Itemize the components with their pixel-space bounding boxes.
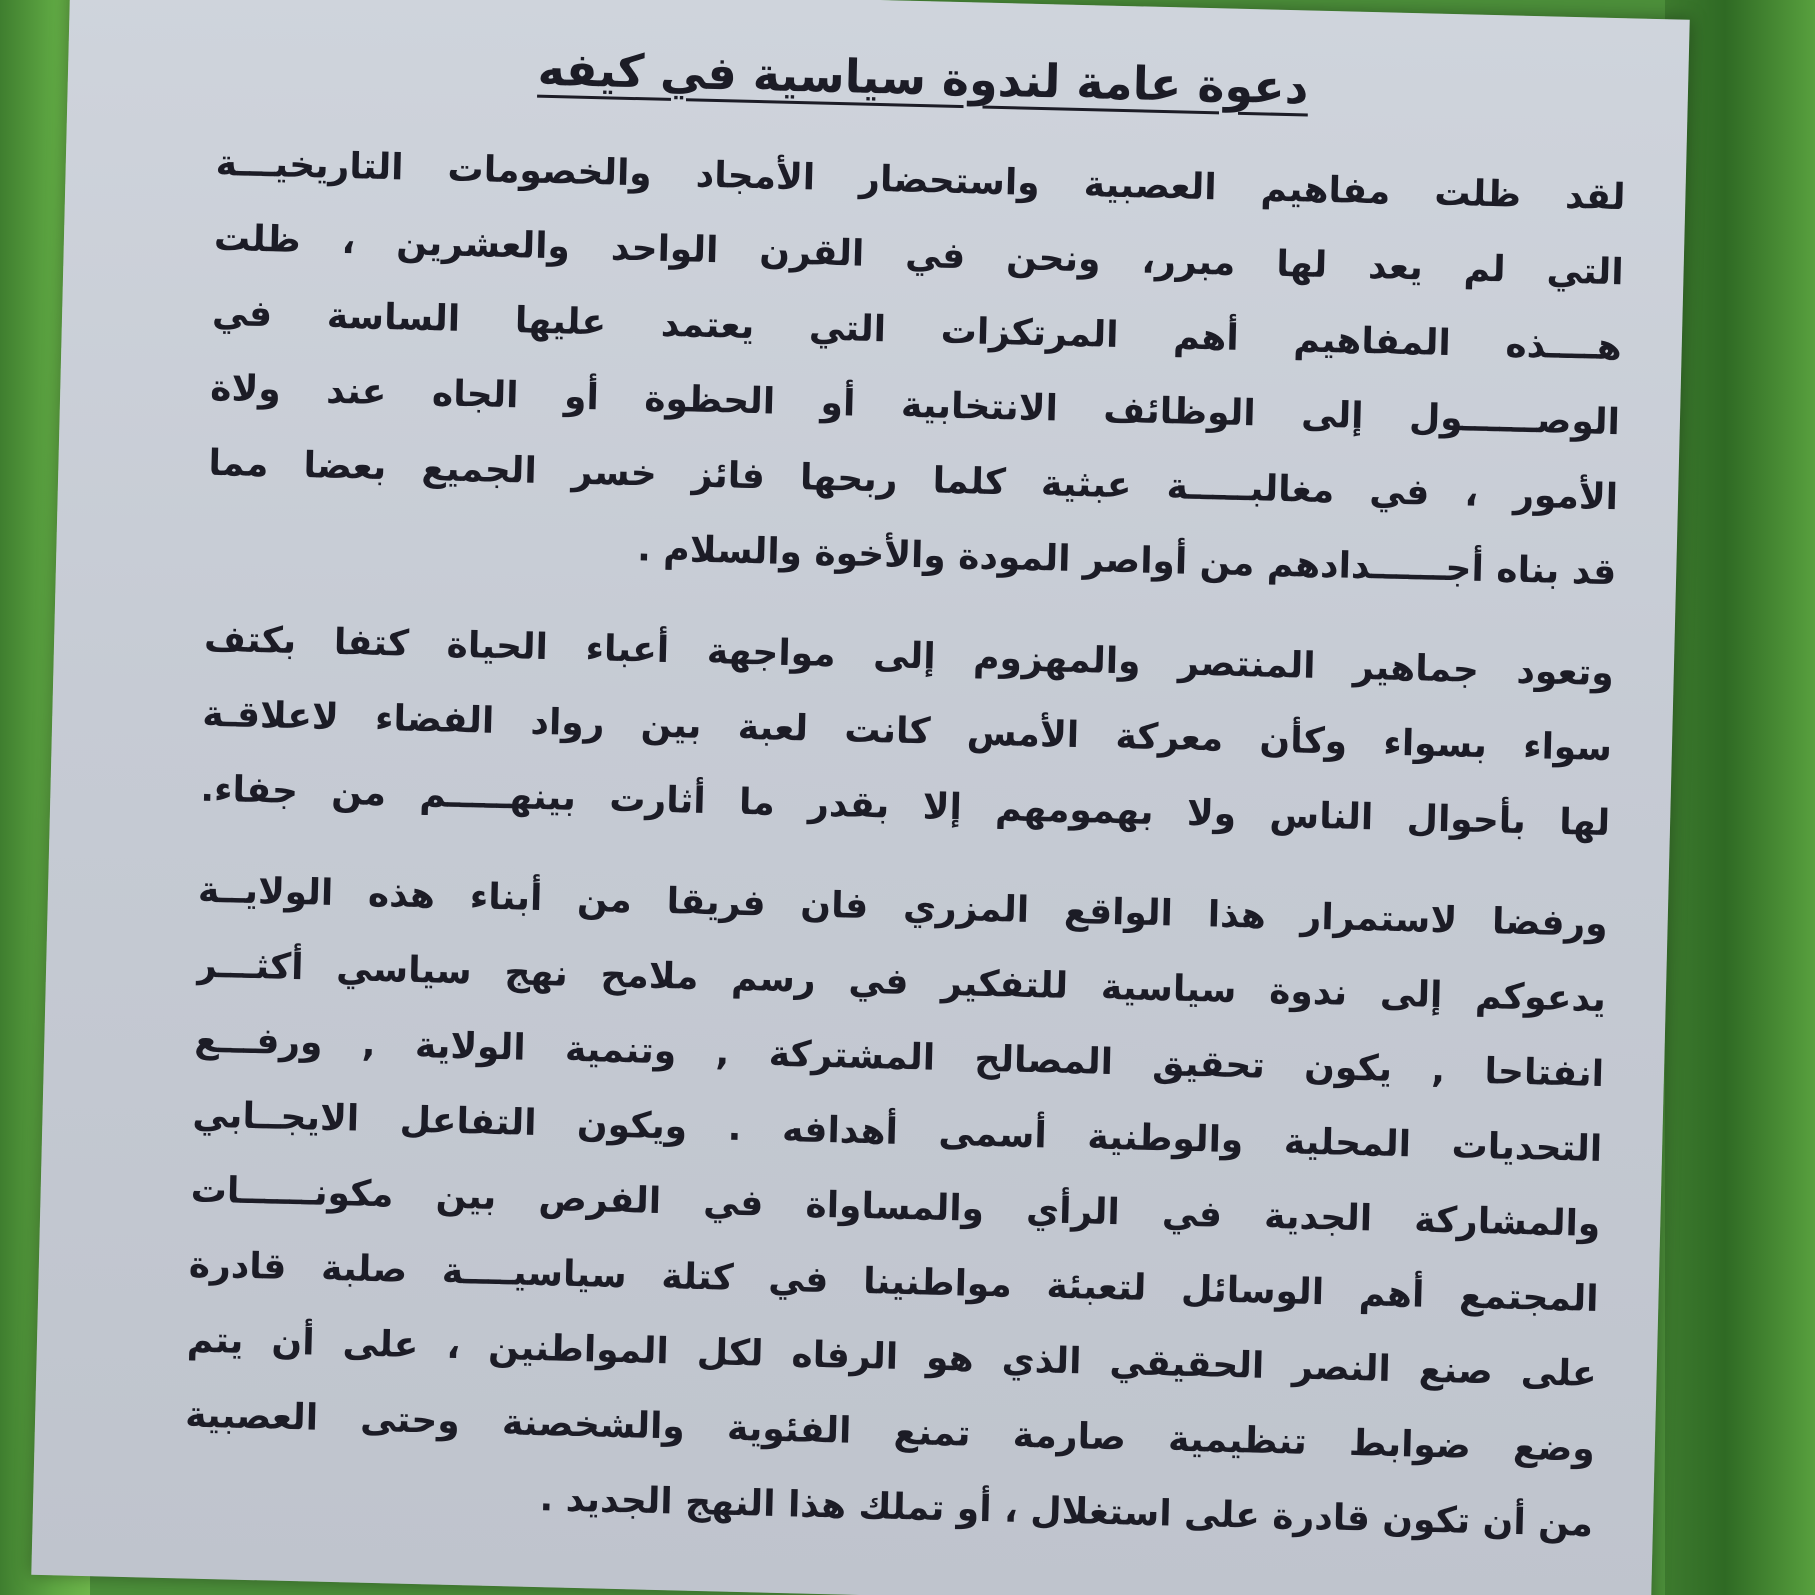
paragraph-3 (182, 853, 1608, 1562)
paragraph-1 (206, 126, 1627, 610)
text-line: وتعود جماهير المنتصر والمهزوم إلى مواجهة أعباء الحياة كتفا بكتف (203, 618, 1615, 695)
text-line: على صنع النصر الحقيقي الذي هو الرفاه لكل المواطنين ، على أن يتم (186, 1319, 1598, 1395)
text-line: هــــذه المفاهيم أهم المرتكزات التي يعتمد عليها الساسة في (211, 292, 1623, 369)
text-line: المجتمع أهم الوسائل لتعبئة مواطنينا في كتلة سياسيــــة صلبة قادرة (188, 1244, 1599, 1320)
text-line: ورفضا لاستمرار هذا الواقع المزري فان فريقا من أبناء هذه الولايــة (197, 869, 1609, 946)
document-body (182, 24, 1629, 1588)
document-title (218, 34, 1629, 122)
text-line: الوصــــــول إلى الوظائف الانتخابية أو الحظوة أو الجاه عند ولاة (209, 367, 1621, 444)
text-line: من أن تكون قادرة على استغلال ، أو تملك هذا النهج الجديد . (539, 1478, 1594, 1545)
text-line: انفتاحا , يكون تحقيق المصالح المشتركة , وتنمية الولاية , ورفـــع (193, 1019, 1605, 1096)
paper-sheet (31, 0, 1689, 1595)
paragraph-2 (200, 602, 1615, 861)
text-line: لقد ظلت مفاهيم العصبية واستحضار الأمجاد والخصومات التاريخيـــة (215, 142, 1626, 219)
text-line: التي لم يعد لها مبرر، ونحن في القرن الواحد والعشرين ، ظلت (213, 217, 1625, 294)
text-line: التحديات المحلية والوطنية أسمى أهدافه . ويكون التفاعل الايجــابي (192, 1094, 1603, 1170)
text-line: سواء بسواء وكأن معركة الأمس كانت لعبة بين رواد الفضاء لاعلاقـة (201, 693, 1613, 770)
text-line: وضع ضوابط تنظيمية صارمة تمنع الفئوية والشخصنة وحتى العصبية (184, 1394, 1596, 1470)
text-line: الأمور ، في مغالبـــــة عبثية كلما ربحها فائز خسر الجميع بعضا مما (207, 442, 1619, 519)
text-line: والمشاركة الجدية في الرأي والمساواة في الفرص بين مكونــــــات (190, 1169, 1601, 1245)
text-line: لها بأحوال الناس ولا بهمومهم إلا بقدر ما أثارت بينهـــــم من جفاء. (200, 768, 1611, 845)
text-line: يدعوكم إلى ندوة سياسية للتفكير في رسم ملامح نهج سياسي أكثـــر (195, 944, 1607, 1021)
document-title-text: دعوة عامة لندوة سياسية في كيفه (537, 41, 1310, 115)
background-right (1665, 0, 1815, 1595)
text-line: قد بناه أجــــــدادهم من أواصر المودة والأخوة والسلام . (636, 528, 1617, 594)
